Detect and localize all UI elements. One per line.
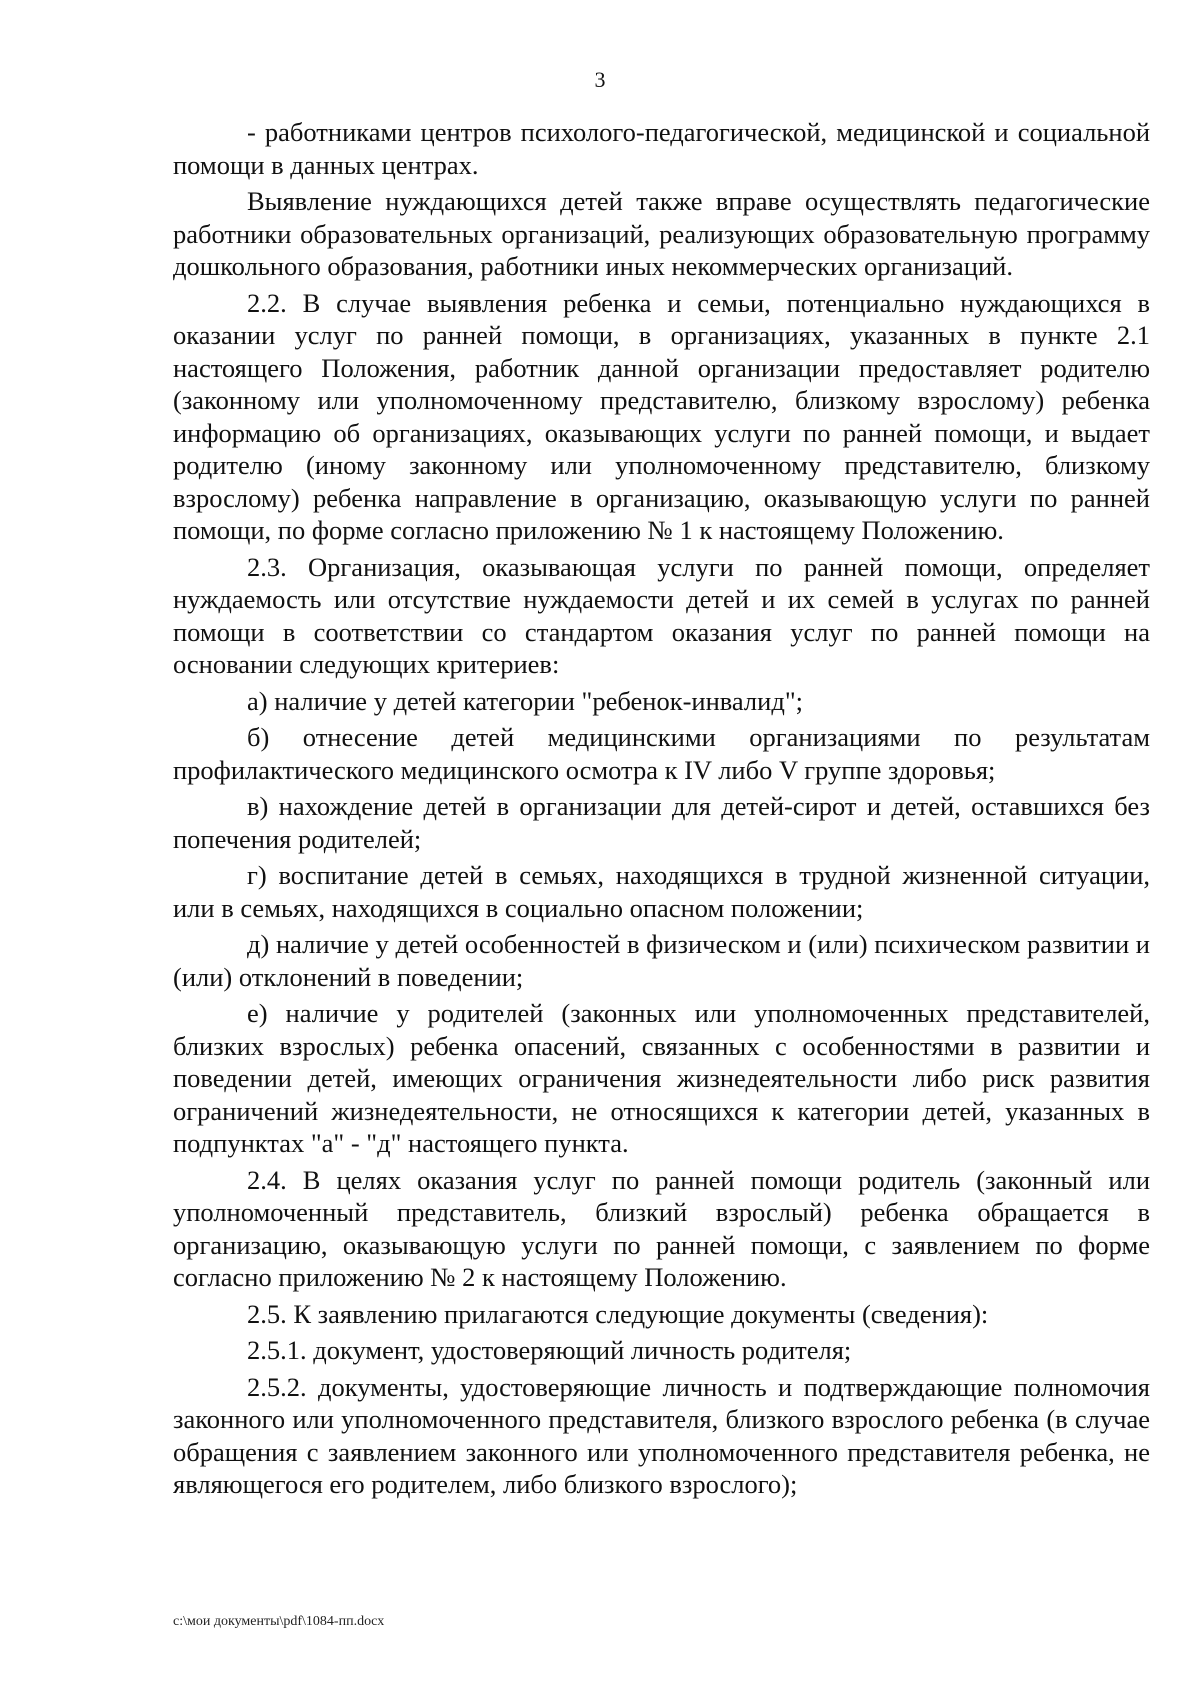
paragraph: г) воспитание детей в семьях, находящихся в трудной жизненной ситуации, или в семьях, находящихся в социально опасном положении; [173,860,1150,923]
paragraph: б) отнесение детей медицинскими организациями по результатам профилактического медицинского осмотра к IV либо V группе здоровья; [173,722,1150,785]
paragraph: в) нахождение детей в организации для детей-сирот и детей, оставшихся без попечения родителей; [173,791,1150,854]
paragraph: - работниками центров психолого-педагогической, медицинской и социальной помощи в данных центрах. [173,117,1150,180]
paragraph: 2.2. В случае выявления ребенка и семьи, потенциально нуждающихся в оказании услуг по ранней помощи, в организациях, указанных в пункте 2.1 настоящего Положения, работник данной организации предоставляет родителю (законному или уполномоченному представителю, близкому взрослому) ребенка информацию об организациях, оказывающих услуги по ранней помощи, и выдает родителю (иному законному или уполномоченному представителю, близкому взрослому) ребенка направление в организацию, оказывающую услуги по ранней помощи, по форме согласно приложению № 1 к настоящему Положению. [173,287,1150,545]
document-body [173,116,1150,1501]
page-number: 3 [594,67,606,92]
footer-file-path: c:\мои документы\pdf\1084-пп.docx [173,1614,385,1629]
paragraph: Выявление нуждающихся детей также вправе осуществлять педагогические работники образовательных организаций, реализующих образовательную программу дошкольного образования, работники иных некоммерческих организаций. [173,186,1150,281]
paragraph: 2.5.2. документы, удостоверяющие личность и подтверждающие полномочия законного или уполномоченного представителя, близкого взрослого ребенка (в случае обращения с заявлением законного или уполномоченного представителя ребенка, не являющегося его родителем, либо близкого взрослого); [173,1371,1150,1499]
paragraph: е) наличие у родителей (законных или уполномоченных представителей, близких взрослых) ребенка опасений, связанных с особенностями в развитии и поведении детей, имеющих ограничения жизнедеятельности либо риск развития ограничений жизнедеятельности, не относящихся к категории детей, указанных в подпунктах "а" - "д" настоящего пункта. [173,998,1150,1158]
paragraph: а) наличие у детей категории "ребенок-инвалид"; [247,685,803,716]
paragraph: д) наличие у детей особенностей в физическом и (или) психическом развитии и (или) отклонений в поведении; [173,929,1150,992]
paragraph: 2.5. К заявлению прилагаются следующие документы (сведения): [247,1298,989,1329]
paragraph: 2.4. В целях оказания услуг по ранней помощи родитель (законный или уполномоченный представитель, близкий взрослый) ребенка обращается в организацию, оказывающую услуги по ранней помощи, с заявлением по форме согласно приложению № 2 к настоящему Положению. [173,1164,1150,1292]
paragraph: 2.5.1. документ, удостоверяющий личность родителя; [247,1335,852,1365]
paragraph: 2.3. Организация, оказывающая услуги по ранней помощи, определяет нуждаемость или отсутствие нуждаемости детей и их семей в услугах по ранней помощи в соответствии со стандартом оказания услуг по ранней помощи на основании следующих критериев: [173,551,1150,679]
